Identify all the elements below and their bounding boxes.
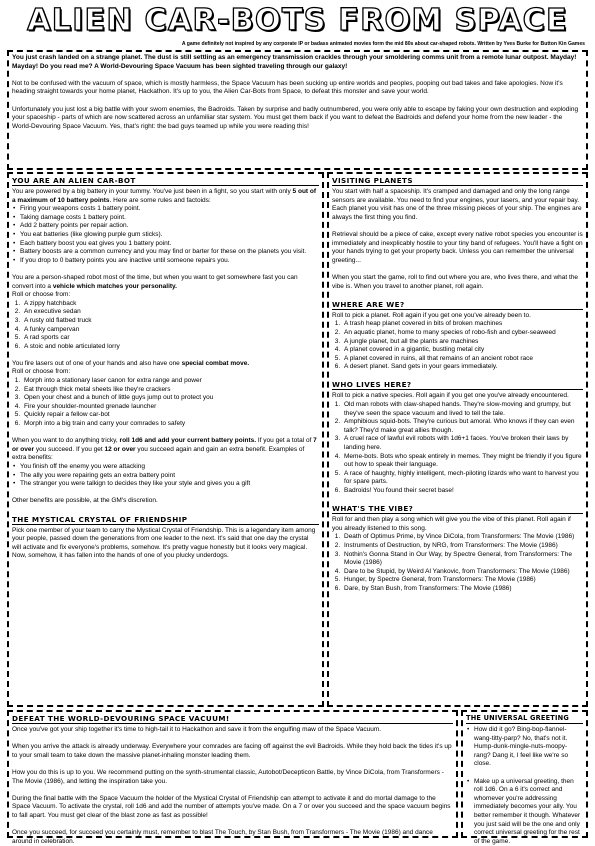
list-item: • Taking damage costs 1 battery point.: [20, 214, 319, 223]
list-item: 5. Quickly repair a fellow car-bot: [22, 411, 319, 420]
list-item: • If you drop to 0 battery points you are inactive until someone repairs you.: [20, 257, 319, 266]
list-item: 3. A cruel race of lawful evil robots with 1d6+1 faces. You've broken their laws by landing here.: [342, 435, 583, 452]
list-item: 5. A race of haughty, highly intelligent, mech-piloting lizards who want to harvest you for spare parts.: [342, 470, 583, 487]
visiting-paragraph-1: You start with half a spaceship. It's cramped and damaged and only the long range sensors are available. You need to find your engines, your lasers, and your repair bay. Each planet you visit has one of the three missing pieces of your ship. The engines are always the first thing you find.: [332, 188, 582, 221]
defeat-paragraph-1: Once you've got your ship together it's time to high-tail it to Hackathon and save it from the engulfing maw of the Space Vacuum.: [12, 726, 382, 733]
carbot-heading: YOU ARE AN ALIEN CAR-BOT: [12, 176, 319, 186]
battery-rules-list: [12, 205, 319, 265]
crystal-paragraph: Pick one member of your team to carry the Mystical Crystal of Friendship. This is a legendary item among your people, passed down the generations from one leader to the next. It's said that one day the crystal will activate and fix everyone's problems, somehow. It's pretty vague honestly but it looks very magical. Now, somehow, it has fallen into the hands of one of you plucky underdogs.: [12, 526, 316, 560]
vehicle-intro: You are a person-shaped robot most of the time, but when you want to get somewhere fast you can convert into a vehicle which matches your personality. Roll or choose from:: [12, 273, 298, 299]
list-item: 1. Death of Optimus Prime, by Vince DiCola, from Transformers: The Movie (1986): [342, 533, 583, 542]
where-intro: Roll to pick a planet. Roll again if you get one you've already been to.: [332, 311, 531, 319]
defeat-heading: DEFEAT THE WORLD-DEVOURING SPACE VACUUM!: [12, 714, 453, 724]
defeat-paragraph-4: During the final battle with the Space Vacuum the holder of the Mystical Crystal of Friendship can attempt to activate it and do mortal damage to the Space Vacuum. To activate the crystal, roll 1d6 and add the number of attempts you've made. On a 7 or over you succeed and the space vacuum begins to fall apart. You must get clear of the blast zone as fast as possible!: [12, 794, 451, 819]
where-heading: WHERE ARE WE?: [332, 300, 583, 310]
page-title: ALIEN CAR-BOTS FROM SPACE: [27, 3, 568, 38]
list-item: 2. An executive sedan: [22, 308, 319, 317]
list-item: 2. An aquatic planet, home to many species of robo-fish and cyber-seaweed: [342, 329, 583, 338]
visiting-planets-box: [327, 172, 588, 707]
greeting-list: [466, 726, 583, 846]
greeting-heading: THE UNIVERSAL GREETING: [466, 714, 583, 724]
defeat-box: [7, 710, 458, 845]
defeat-paragraph-3: How you do this is up to you. We recommend putting on the synth-strumental classic, Autobot/Decepticon Battle, by Vince DiCola, from Transformers - The Movie (1986), and letting the inspiration take you.: [12, 768, 444, 785]
list-item: • Each battery boost you eat gives you 1 battery point.: [20, 240, 319, 249]
list-item: 1. Morph into a stationary laser canon for extra range and power: [22, 377, 319, 386]
list-item: • Battery boosts are a common currency and you may find or barter for these on the planets you visit.: [20, 248, 319, 257]
defeat-paragraph-2: When you arrive the attack is already underway. Everywhere your comrades are facing off against the evil Badroids. While they hold back the tides it's up to your small team to take down the massive planet-inhaling monster leading them.: [12, 743, 452, 759]
combat-move-list: [12, 377, 319, 429]
intro-paragraph-3: Unfortunately you just lost a big battle with your sworn enemies, the Badroids. Taken by surprise and badly outnumbered, you were only able to escape by faking your own destruction and exploding your spaceship - parts of which are now scattered across an unfamiliar star system. You must get them back if you want to defeat the Badroids and defend your home from the new leader - the World-Devouring Space Vacuum. Yes, that's right: the bad guys teamed up while you were reading this!: [12, 105, 579, 130]
intro-paragraph-1: You just crash landed on a strange planet. The dust is still settling as an emergency transmission crackles through your smoldering comms unit from a remote lunar outpost. Mayday! Mayday! Do you read me? A World-Devouring Space Vacuum has been sighted traveling through our galaxy!: [12, 54, 577, 70]
list-item: • How did it go? Bing-bop-flannel-wang-titty-parp? No, that's not it. Hump-dunk-mingle-nuts-moopy-rang? Dang it, I feel like we're so close.: [474, 726, 583, 769]
intro-box: [7, 50, 588, 170]
vibe-heading: WHAT'S THE VIBE?: [332, 504, 583, 514]
list-item: 6. Dare, by Stan Bush, from Transformers: The Movie (1986): [342, 585, 583, 594]
who-heading: WHO LIVES HERE?: [332, 380, 583, 390]
list-item: • Firing your weapons costs 1 battery point.: [20, 205, 319, 214]
list-item: 2. Instruments of Destruction, by NRG, from Transformers: The Movie (1986): [342, 542, 583, 551]
list-item: • You finish off the enemy you were attacking: [20, 463, 319, 472]
visiting-paragraph-3: When you start the game, roll to find out where you are, who lives there, and what the vibe is. When you travel to another planet, roll again.: [332, 273, 579, 290]
list-item: 6. Badroids! You found their secret base!: [342, 487, 583, 496]
list-item: 3. Nothin's Gonna Stand in Our Way, by Spectre General, from Transformers: The Movie (1986): [342, 551, 583, 568]
list-item: 5. Hunger, by Spectre General, from Transformers: The Movie (1986): [342, 576, 583, 585]
crystal-heading: THE MYSTICAL CRYSTAL OF FRIENDSHIP: [12, 515, 319, 525]
song-list: [332, 533, 583, 593]
benefits-list: [12, 463, 319, 489]
planet-list: [332, 320, 583, 372]
list-item: 5. A rad sports car: [22, 334, 319, 343]
list-item: • The stranger you were talkign to decides they like your style and gives you a gift: [20, 480, 319, 489]
who-intro: Roll to pick a native species. Roll again if you get one you've already encountered.: [332, 392, 569, 400]
list-item: 3. A jungle planet, but all the plants are machines: [342, 338, 583, 347]
list-item: 4. Meme-bots. Bots who speak entirely in memes. They might be friendly if you figure out how to speak their language.: [342, 453, 583, 470]
list-item: • Make up a universal greeting, then roll 1d6. On a 6 it's correct and whomever you're addressing immediately becomes your ally. You better remember it though. Whatever you just said will be the one and only correct universal greeting for the rest of the game.: [474, 778, 583, 846]
page-subtitle: A game definitely not inspired by any corporate IP or badass animated movies form the mid 80s about car-shaped robots. Written by Yves Burke for Button Kin Games: [181, 41, 585, 47]
dice-rules: When you want to do anything tricky, roll 1d6 and add your current battery points. If you get a total of 7 or over you succeed. If you get 12 or over you succeed again and gain an extra benefit. Examples of extra benefits:: [12, 437, 317, 462]
carbot-intro: You are powered by a big battery in your tummy. You've just been in a fight, so you start with only 5 out of a maximum of 10 battery points. Here are some rules and factoids:: [12, 188, 317, 204]
visiting-paragraph-2: Retrieval should be a piece of cake, except every native robot species you encounter is immediately and inexplicably hostile to your tiny band of refugees. You'll have a fight on your hands trying to get your property back. Unless you can remember the universal greeting...: [332, 230, 583, 264]
list-item: 6. A stoic and noble articulated lorry: [22, 343, 319, 352]
list-item: 1. A trash heap planet covered in bits of broken machines: [342, 320, 583, 329]
list-item: 3. A rusty old flatbed truck: [22, 317, 319, 326]
list-item: • The ally you were repairing gets an extra battery point: [20, 472, 319, 481]
vehicle-list: [12, 300, 319, 352]
list-item: 1. A zippy hatchback: [22, 300, 319, 309]
list-item: 4. A planet covered in a gigantic, bustling metal city: [342, 346, 583, 355]
list-item: 6. A desert planet. Sand gets in your gears immediately.: [342, 363, 583, 372]
defeat-paragraph-5: Once you succeed, for succeed you certainly must, remember to blast The Touch, by Stan Bush, from Transformers - The Movie (1986) and dance around in celebration.: [12, 829, 433, 845]
intro-paragraph-2: Not to be confused with the vacuum of space, which is mostly harmless, the Space Vacuum has been sucking up entire worlds and peoples, pooping out bad takes and fake apologies. Now it's heading straight towards your home planet, Hackathon. It's up to you, the Alien Car-Bots from Space, to defeat this monster and save your world.: [12, 79, 563, 96]
species-list: [332, 401, 583, 496]
list-item: 2. Eat through thick metal sheets like they're crackers: [22, 386, 319, 395]
list-item: • Add 2 battery points per repair action.: [20, 222, 319, 231]
combat-move-intro: You fire lasers out of one of your hands and also have one special combat move. Roll or choose from:: [12, 359, 250, 376]
vibe-intro: Roll for and then play a song which will give you the vibe of this planet. Roll again if you already listened to this song.: [332, 516, 571, 532]
other-benefits: Other benefits are possible, at the GM's discretion.: [12, 497, 158, 505]
list-item: 2. Amphibious squid-bots. They're curious but amoral. Who knows if they can even talk? They'd make great allies though.: [342, 418, 583, 435]
visiting-heading: VISITING PLANETS: [332, 176, 583, 186]
list-item: 4. A funky campervan: [22, 326, 319, 335]
list-item: • You eat batteries (like glowing purple gum sticks).: [20, 231, 319, 240]
list-item: 6. Morph into a big train and carry your comrades to safety: [22, 420, 319, 429]
greeting-box: [461, 710, 588, 845]
list-item: 1. Old man robots with claw-shaped hands. They're slow-moving and grumpy, but they've seen the space vacuum and lived to tell the tale.: [342, 401, 583, 418]
list-item: 4. Dare to be Stupid, by Weird Al Yankovic, from Transformers: The Movie (1986): [342, 568, 583, 577]
carbot-box: [7, 172, 324, 707]
list-item: 4. Fire your shoulder-mounted grenade launcher: [22, 403, 319, 412]
list-item: 3. Open your chest and a bunch of little guys jump out to protect you: [22, 394, 319, 403]
list-item: 5. A planet covered in ruins, all that remains of an ancient robot race: [342, 355, 583, 364]
